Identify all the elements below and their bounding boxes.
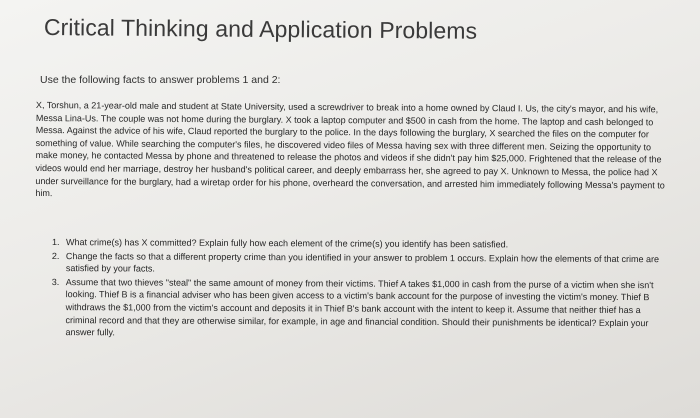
question-text: Assume that two thieves "steal" the same amount of money from their victims. Thief A takes $1,000 in cash from the purse of a victim when she isn't looking. Thief B is a financial adviser who has been given access to a victim's bank account for the purpose of investing the victim's money. Thief B withdraws the $1,000 from the victim's account and deposits it in Thief B's bank account with the intent to keep it. Assume that neither thief has a criminal record and that they are otherwise similar, for example, in age and financial condition. Should their punishments be identical? Explain your answer fully. bbox=[65, 276, 654, 338]
scenario-paragraph: X, Torshun, a 21-year-old male and student at State University, used a screwdriver to break into a home owned by Claud I. Us, the city's mayor, and his wife, Messa Lina-Us. The couple was not home during the burglary. X took a laptop computer and $500 in cash from the home. The laptop and cash belonged to Messa. Against the advice of his wife, Claud reported the burglary to the police. In the days following the burglary, X searched the files on the computer for something of value. While searching the computer's files, he discovered video files of Messa having sex with three different men. Seizing the opportunity to make money, he contacted Messa by phone and threatened to release the photos and videos if she didn't pay him $25,000. Frightened that the release of the videos would end her marriage, destroy her husband's political career, and deeply embarrass her, she agreed to pay X. Unknown to Messa, the police had X under surveillance for the burglary, had a wiretap order for his phone, overheard the conversation, and arrested him immediately following Messa's payment to him. bbox=[35, 99, 665, 199]
question-number: 3. bbox=[51, 276, 60, 287]
question-item bbox=[52, 250, 664, 278]
intro-text: Use the following facts to answer problems 1 and 2: bbox=[40, 74, 281, 86]
page-title: Critical Thinking and Application Problems bbox=[43, 14, 478, 44]
question-item bbox=[51, 276, 663, 342]
question-text: What crime(s) has X committed? Explain fully how each element of the crime(s) you identify has been satisfied. bbox=[65, 237, 509, 250]
question-text: Change the facts so that a different property crime than you identified in your answer to problem 1 occurs. Explain how the elements of that crime are satisfied by your facts. bbox=[65, 250, 660, 274]
question-number: 2. bbox=[51, 250, 60, 261]
question-list bbox=[51, 236, 664, 343]
question-number: 1. bbox=[51, 236, 60, 248]
